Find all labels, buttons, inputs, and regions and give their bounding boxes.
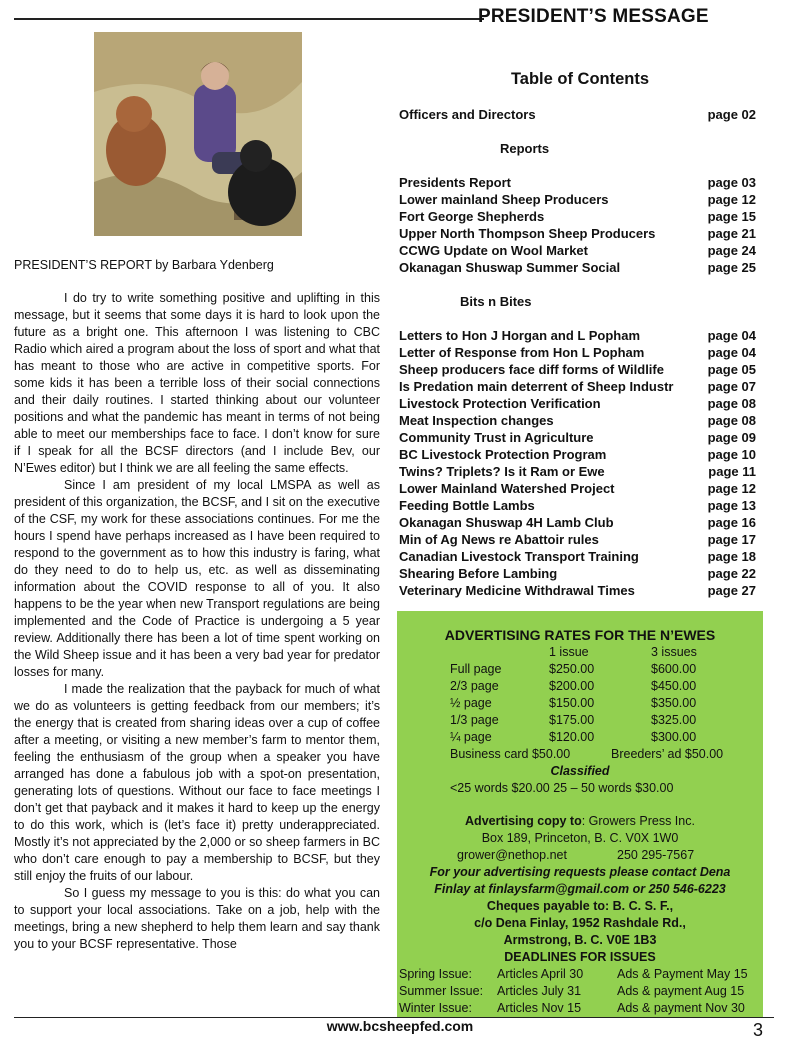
toc-entry-page: page 11 bbox=[708, 464, 756, 479]
ads-deadline-issue: Winter Issue: bbox=[399, 1001, 472, 1015]
ads-classified-heading: Classified bbox=[550, 764, 610, 778]
toc-entry bbox=[399, 447, 756, 462]
toc-entry-label: Upper North Thompson Sheep Producers bbox=[399, 226, 656, 241]
ads-contact-line: For your advertising requests please contact Dena bbox=[429, 865, 731, 879]
ads-rate-three: $300.00 bbox=[651, 730, 697, 744]
report-paragraph: I do try to write something positive and uplifting in this message, but it seems that some days it is hard to look upon the future as a bright one. This afternoon I was listening to CBC Radio which aired a program about the loss of sport and what that has meant to those who are active in competitive sports. For some kids it has been a terrible loss of their social connections and their daily routines. I started thinking about our volunteer positions and what the pandemic has meant in terms of not being able to meet our memberships face to face. I don’t know for sure if I speak for all the BCSF directors (and I include Bev, our N’Ewes editor) but I think we are all feeling the same effects. bbox=[14, 291, 380, 475]
report-paragraph: So I guess my message to you is this: do what you can to support your local associations. Take on a job, help with the meetings, bring a new shepherd to help them learn and say thank you to your BCSF representative. Those bbox=[14, 886, 380, 951]
toc-entry-label: Is Predation main deterrent of Sheep Industr bbox=[399, 379, 674, 394]
toc-entry-label: Livestock Protection Verification bbox=[399, 396, 601, 411]
toc-entry-label: Letter of Response from Hon L Popham bbox=[399, 345, 645, 360]
toc-entry bbox=[399, 464, 756, 479]
ads-rate-three: $450.00 bbox=[651, 679, 697, 693]
ads-deadline-articles: Articles July 31 bbox=[497, 984, 582, 998]
toc-entry-label: Min of Ag News re Abattoir rules bbox=[399, 532, 599, 547]
header-rule bbox=[14, 18, 484, 20]
toc-entry bbox=[399, 328, 756, 343]
toc-entry bbox=[399, 396, 756, 411]
toc-entry-label: Community Trust in Agriculture bbox=[399, 430, 594, 445]
ads-cheques-line: Cheques payable to: B. C. S. F., bbox=[486, 899, 674, 913]
ads-classified-rates: <25 words $20.00 25 – 50 words $30.00 bbox=[450, 781, 674, 795]
ads-rate-one: $150.00 bbox=[549, 696, 595, 710]
toc-entry-label: Officers and Directors bbox=[399, 107, 536, 122]
ads-rate-one: $200.00 bbox=[549, 679, 595, 693]
ads-rate-one: $120.00 bbox=[549, 730, 595, 744]
ads-title: ADVERTISING RATES FOR THE N’EWES bbox=[444, 627, 716, 643]
toc-entry-page: page 15 bbox=[707, 209, 756, 224]
ads-deadline-articles: Articles April 30 bbox=[497, 967, 584, 981]
ads-rate-one: $175.00 bbox=[549, 713, 595, 727]
ads-phone: 250 295-7567 bbox=[617, 848, 695, 862]
president-photo bbox=[94, 32, 302, 236]
toc-title: Table of Contents bbox=[510, 70, 650, 88]
ads-cheques-address: c/o Dena Finlay, 1952 Rashdale Rd., bbox=[474, 916, 686, 930]
toc-entry-page: page 13 bbox=[707, 498, 756, 513]
report-paragraph: I made the realization that the payback for much of what we do as volunteers is getting feedback from our members; it’s the energy that is created from sharing ideas over a cup of coffee after a meeting, or visiting a new member’s farm to mentor them, feeling the enthusiasm of the group when a speaker you have arranged has done a fabulous job with a spot-on presentation, generating lots of questions. Without our face to face meetings I don’t get that payback and it makes it hard to keep up the energy to do this work, which is (let’s face it) pretty underappreciated. Mostly it’s not appreciated by the 2,000 or so sheep farmers in BC who don’t care enough to pay a membership to BCSF, but they still enjoy the fruits of our labour. bbox=[14, 682, 380, 883]
ads-rate-size: 1/3 page bbox=[450, 713, 499, 727]
toc-bits-heading: Bits n Bites bbox=[460, 294, 532, 309]
ads-rate-three: $350.00 bbox=[651, 696, 697, 710]
toc-entry-label: Letters to Hon J Horgan and L Popham bbox=[399, 328, 641, 343]
toc-entry bbox=[399, 379, 756, 394]
toc-entry-label: BC Livestock Protection Program bbox=[399, 447, 607, 462]
toc-entry bbox=[399, 345, 756, 360]
toc-entry-page: page 24 bbox=[707, 243, 756, 258]
toc-entry bbox=[399, 566, 756, 581]
page-number: 3 bbox=[753, 1020, 764, 1040]
toc-entry-page: page 25 bbox=[707, 260, 756, 275]
ads-copy-to: : Growers Press Inc. bbox=[581, 814, 695, 828]
toc-entry-label: Twins? Triplets? Is it Ram or Ewe bbox=[399, 464, 605, 479]
toc-entry bbox=[399, 243, 756, 258]
toc-entry-page: page 27 bbox=[707, 583, 756, 598]
toc-entry-label: Lower mainland Sheep Producers bbox=[399, 192, 609, 207]
advertising-rates-box bbox=[397, 611, 763, 1018]
toc-entry-label: Feeding Bottle Lambs bbox=[399, 498, 535, 513]
toc-entry bbox=[399, 532, 756, 547]
toc-entry-page: page 09 bbox=[707, 430, 756, 445]
toc-entry-page: page 16 bbox=[707, 515, 756, 530]
toc-entry bbox=[399, 175, 756, 190]
toc-entry-page: page 07 bbox=[707, 379, 756, 394]
toc-entry-label: Fort George Shepherds bbox=[399, 209, 545, 224]
ads-rate-three: $600.00 bbox=[651, 662, 697, 676]
toc-entry-page: page 04 bbox=[707, 345, 756, 360]
toc-entry-page: page 12 bbox=[707, 481, 756, 496]
toc-entry-page: page 17 bbox=[707, 532, 756, 547]
ads-rate-one: $250.00 bbox=[549, 662, 595, 676]
ads-business-card: Business card $50.00 bbox=[450, 747, 571, 761]
ads-rate-size: 2/3 page bbox=[450, 679, 499, 693]
toc-entry bbox=[399, 515, 756, 530]
ads-address: Box 189, Princeton, B. C. V0X 1W0 bbox=[481, 831, 679, 845]
toc-entry-page: page 05 bbox=[707, 362, 756, 377]
toc-entry-page: page 12 bbox=[707, 192, 756, 207]
ads-cheques-address: Armstrong, B. C. V0E 1B3 bbox=[503, 933, 657, 947]
ads-deadline-ads: Ads & payment Aug 15 bbox=[617, 984, 745, 998]
toc-entry-label: Veterinary Medicine Withdrawal Times bbox=[399, 583, 635, 598]
toc-entry bbox=[399, 413, 756, 428]
ads-deadline-articles: Articles Nov 15 bbox=[497, 1001, 582, 1015]
ads-email: grower@nethop.net bbox=[457, 848, 567, 862]
toc-entry-label: Okanagan Shuswap 4H Lamb Club bbox=[399, 515, 614, 530]
ads-breeders-ad: Breeders’ ad $50.00 bbox=[611, 747, 724, 761]
ads-rate-three: $325.00 bbox=[651, 713, 697, 727]
ads-col-three-issues: 3 issues bbox=[651, 645, 697, 659]
toc-entry-label: Presidents Report bbox=[399, 175, 511, 190]
ads-deadline-issue: Spring Issue: bbox=[399, 967, 472, 981]
toc-entry bbox=[399, 549, 756, 564]
toc-entry-label: Lower Mainland Watershed Project bbox=[399, 481, 615, 496]
toc-entry bbox=[399, 362, 756, 377]
toc-entry bbox=[399, 107, 756, 122]
report-paragraph: Since I am president of my local LMSPA as well as president of this organization, the BCSF, and I sit on the executive of the CSF, my work for these associations continues. For me the hours I spend have perhaps increased as I have been required to respond to the government as to how this industry is faring, what do they need to do to help us, etc. as well as disseminating information about the COVID response to all of you. It also happens to be the year when new Transport regulations are being implemented and the Code of Practice is undergoing a 5 year review. Additionally there has been a lot of time spent working on the Wild Sheep issue and it has been a very bad year for predator losses for many. bbox=[14, 478, 380, 679]
toc-entry-label: Shearing Before Lambing bbox=[399, 566, 558, 581]
report-title: PRESIDENT’S REPORT by Barbara Ydenberg bbox=[14, 258, 274, 272]
toc-entry-label: CCWG Update on Wool Market bbox=[399, 243, 588, 258]
ads-deadline-ads: Ads & Payment May 15 bbox=[617, 967, 748, 981]
report-body bbox=[14, 290, 380, 953]
ads-copy-label: Advertising copy to bbox=[465, 814, 582, 828]
toc-entry bbox=[399, 209, 756, 224]
toc-entry bbox=[399, 498, 756, 513]
ads-rate-size: Full page bbox=[450, 662, 502, 676]
toc-entry bbox=[399, 192, 756, 207]
toc-entry-page: page 03 bbox=[707, 175, 756, 190]
toc-entry bbox=[399, 583, 756, 598]
toc-entry bbox=[399, 226, 756, 241]
toc-entry-page: page 08 bbox=[707, 396, 756, 411]
ads-copy-line bbox=[397, 814, 763, 828]
ads-deadline-ads: Ads & payment Nov 30 bbox=[617, 1001, 745, 1015]
toc-entry-page: page 10 bbox=[707, 447, 756, 462]
toc-entry-page: page 02 bbox=[707, 107, 756, 122]
ads-rate-size: ¼ page bbox=[450, 730, 492, 744]
toc-entry-label: Canadian Livestock Transport Training bbox=[399, 549, 639, 564]
toc-entry bbox=[399, 481, 756, 496]
toc-reports-heading: Reports bbox=[500, 141, 550, 156]
toc-entry-page: page 08 bbox=[707, 413, 756, 428]
ads-rate-size: ½ page bbox=[450, 696, 492, 710]
footer-url[interactable]: www.bcsheepfed.com bbox=[326, 1018, 474, 1034]
toc-entry-page: page 04 bbox=[707, 328, 756, 343]
toc-entry-label: Sheep producers face diff forms of Wildlife bbox=[399, 362, 664, 377]
ads-contact-line: Finlay at finlaysfarm@gmail.com or 250 546-6223 bbox=[434, 882, 726, 896]
ads-deadline-issue: Summer Issue: bbox=[399, 984, 484, 998]
toc-entry-page: page 18 bbox=[707, 549, 756, 564]
ads-col-one-issue: 1 issue bbox=[549, 645, 589, 659]
toc-entry-page: page 22 bbox=[707, 566, 756, 581]
toc-entry bbox=[399, 430, 756, 445]
page-title: PRESIDENT’S MESSAGE bbox=[478, 6, 709, 27]
toc-entry bbox=[399, 260, 756, 275]
toc-entry-page: page 21 bbox=[707, 226, 756, 241]
toc-entry-label: Okanagan Shuswap Summer Social bbox=[399, 260, 621, 275]
ads-deadlines-heading: DEADLINES FOR ISSUES bbox=[504, 950, 656, 964]
toc-entry-label: Meat Inspection changes bbox=[399, 413, 554, 428]
